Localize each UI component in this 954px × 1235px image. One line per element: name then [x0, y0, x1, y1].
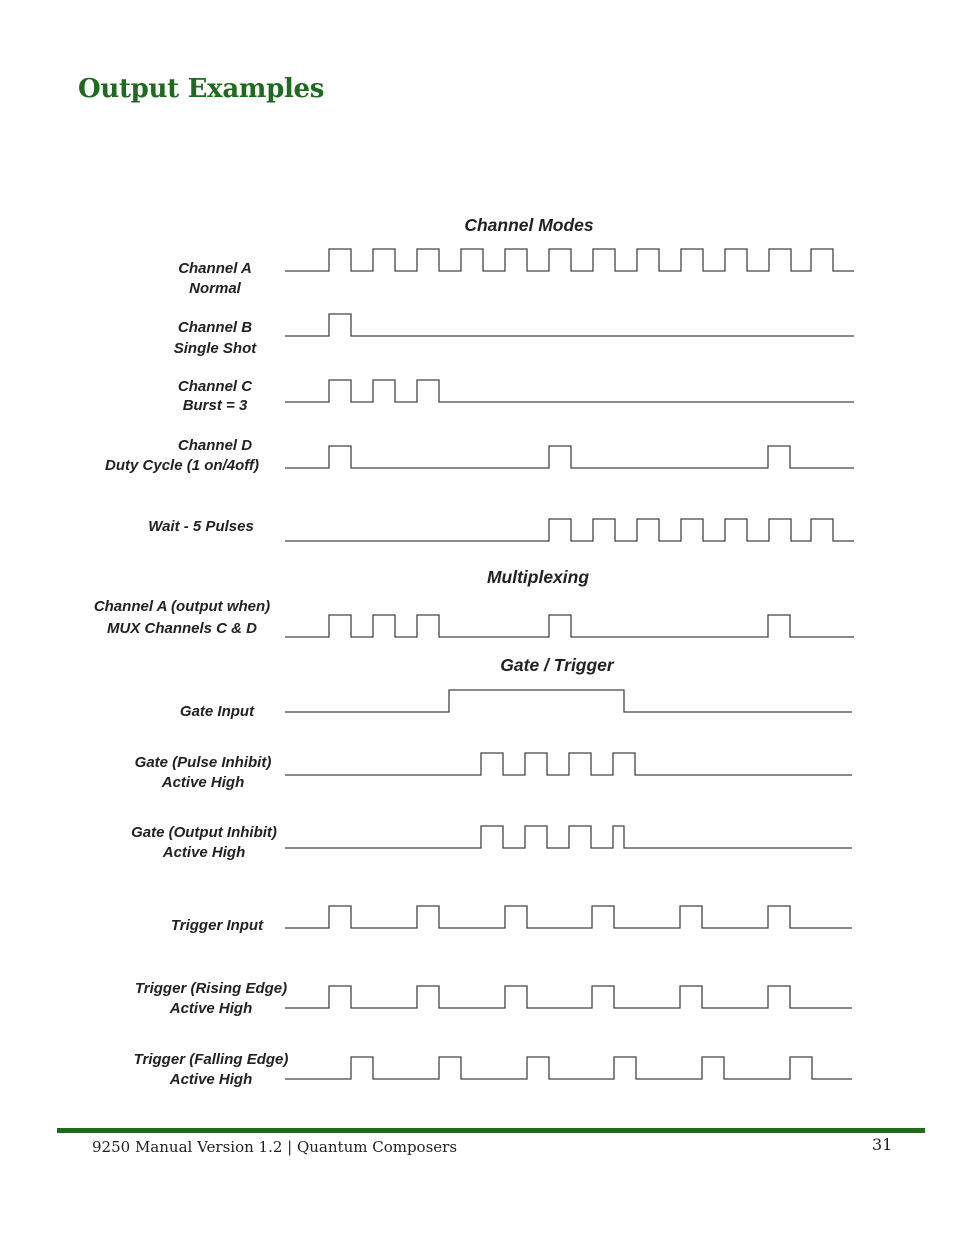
page-title: Output Examples — [78, 74, 325, 104]
label-gate-pulse-inhibit: Gate (Pulse Inhibit) — [134, 754, 272, 771]
label-gate-output-inhibit: Gate (Output Inhibit) — [131, 824, 277, 841]
label-channel-a: Channel A — [178, 260, 252, 277]
waveform-channel-c-burst — [285, 380, 854, 402]
section-channel-modes: Channel Modes — [464, 215, 594, 235]
label-trigger-rising-level: Active High — [169, 1000, 253, 1017]
waveform-channel-a-normal — [285, 249, 854, 271]
waveform-gate-input — [285, 690, 852, 712]
label-trigger-falling-level: Active High — [169, 1071, 253, 1088]
label-wait: Wait - 5 Pulses — [148, 518, 254, 535]
label-channel-b-mode: Single Shot — [173, 340, 257, 357]
section-multiplexing: Multiplexing — [486, 567, 590, 587]
waveform-gate-pulse-inhibit — [285, 753, 852, 775]
waveform-channel-d-duty-cycle — [285, 446, 854, 468]
label-channel-c-mode: Burst = 3 — [182, 397, 248, 414]
label-gate-pulse-inhibit-level: Active High — [161, 774, 245, 791]
waveform-gate-output-inhibit — [285, 826, 852, 848]
waveform-channel-b-single-shot — [285, 314, 854, 336]
label-channel-d: Channel D — [177, 437, 253, 454]
label-gate-output-inhibit-level: Active High — [162, 844, 246, 861]
label-channel-c: Channel C — [177, 378, 253, 395]
footer-text: 9250 Manual Version 1.2 | Quantum Composers — [92, 1138, 458, 1156]
waveform-wait-5-pulses — [285, 519, 854, 541]
waveform-trigger-rising-edge — [285, 986, 852, 1008]
footer-divider — [57, 1128, 925, 1133]
label-trigger-rising: Trigger (Rising Edge) — [134, 980, 288, 997]
label-channel-b: Channel B — [177, 319, 253, 336]
label-channel-d-mode: Duty Cycle (1 on/4off) — [105, 457, 259, 474]
label-gate-input: Gate Input — [179, 703, 255, 720]
page-number: 31 — [872, 1135, 893, 1154]
waveform-trigger-input — [285, 906, 852, 928]
label-mux-2: MUX Channels C & D — [106, 620, 258, 637]
waveform-trigger-falling-edge — [285, 1057, 852, 1079]
label-trigger-falling: Trigger (Falling Edge) — [133, 1051, 289, 1068]
section-gate-trigger: Gate / Trigger — [500, 655, 614, 675]
label-mux-1: Channel A (output when) — [93, 598, 271, 615]
label-trigger-input: Trigger Input — [170, 917, 264, 934]
waveform-mux-channels-c-d — [285, 615, 854, 637]
label-channel-a-mode: Normal — [189, 280, 241, 297]
